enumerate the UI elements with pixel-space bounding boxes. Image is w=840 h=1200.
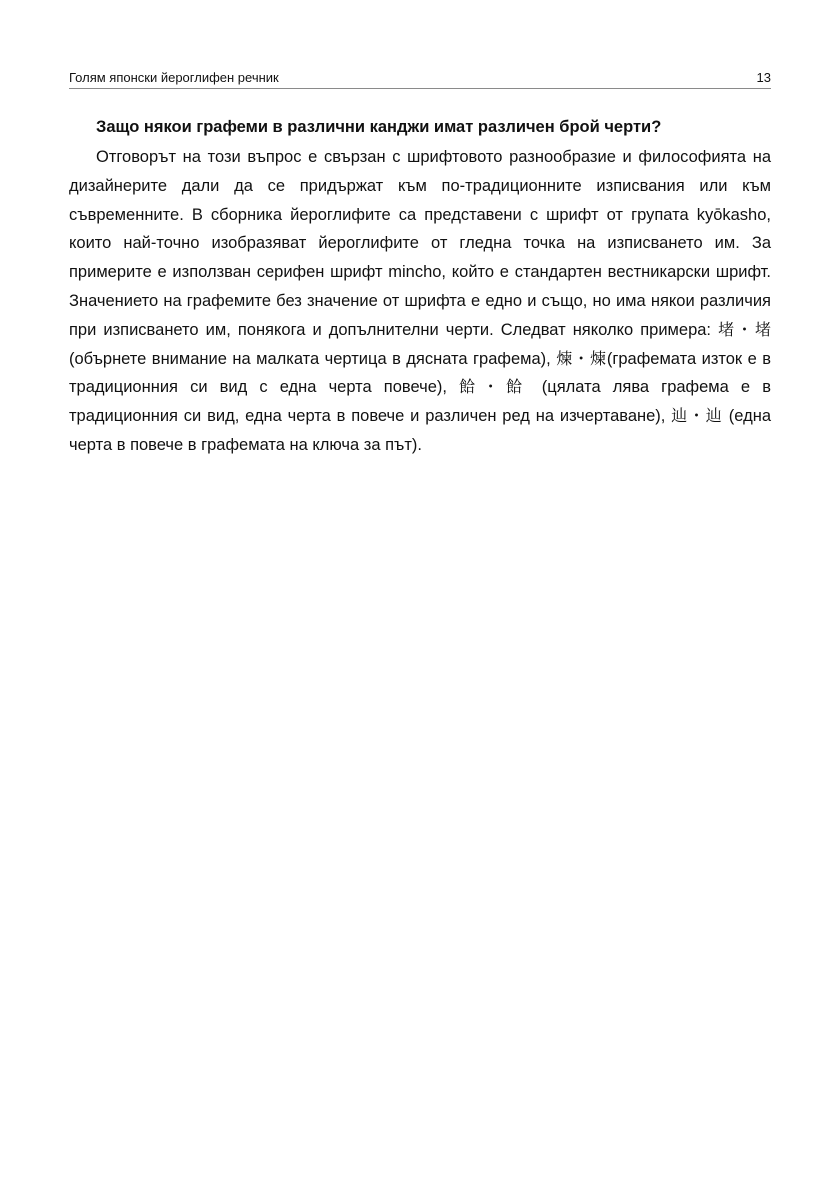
example-3-note: (цялата лява графема е в традиционния си вид, една черта в повече и различен ред на изчертаване), [69,378,771,426]
body-paragraph [69,143,771,460]
kanji-example-2: 煉・煉 [556,348,607,368]
page-number: 13 [756,70,771,85]
book-title: Голям японски йероглифен речник [69,70,279,85]
example-2-note: (графемата изток е в традиционния си вид с една черта повече), [69,349,771,397]
example-4-note: (една черта в повече в графемата на ключа за път). [69,407,771,454]
kanji-example-3: 餄・餄 [459,377,530,397]
running-header [69,66,771,89]
kanji-example-1: 堵・堵 [718,319,771,339]
page-content [69,114,771,460]
example-1-note: (обърнете внимание на малката чертица в дясната графема), [69,349,557,368]
kanji-example-4: 辿・辿 [671,406,723,426]
paragraph-intro: Отговорът на този въпрос е свързан с шрифтовото разнообразие и философията на дизайнерите дали да се придържат към по-традиционните изписвания или към съвременните. В сборника йероглифите са представени с шрифт от групата kyōkasho, които най-точно изобразяват йероглифите от гледна точка на изписването им. За примерите е използван серифен шрифт mincho, който е стандартен вестникарски шрифт. Значението на графемите без значение от шрифта е едно и също, но има някои различия при изписването им, понякога и допълнителни черти. Следват няколко примера: [69,148,771,339]
section-heading: Защо някои графеми в различни канджи имат различен брой черти? [96,118,662,136]
